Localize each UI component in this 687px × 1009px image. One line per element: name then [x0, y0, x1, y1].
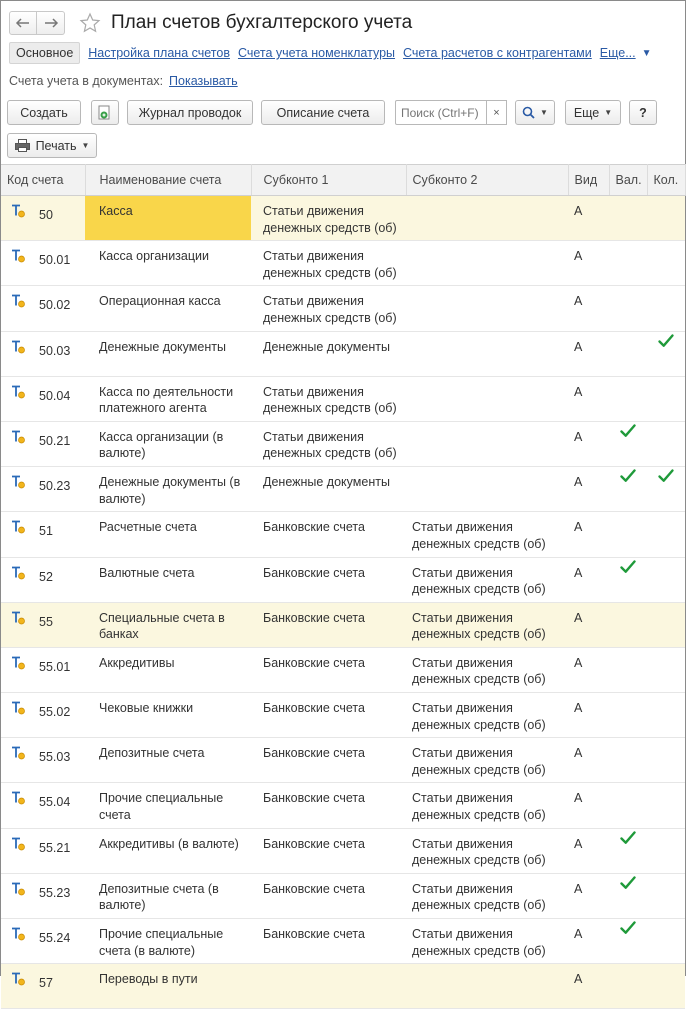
- cell-code[interactable]: [1, 919, 85, 964]
- cell-subconto2[interactable]: Статьи движения денежных средств (об): [406, 828, 568, 873]
- cell-currency[interactable]: [609, 828, 647, 873]
- account-t-icon: [11, 700, 29, 721]
- account-code: 55.02: [39, 705, 71, 720]
- cell-quantity[interactable]: [647, 602, 685, 647]
- table-row[interactable]: [1, 286, 685, 331]
- cell-code[interactable]: [1, 738, 85, 783]
- print-label: Печать: [35, 138, 77, 153]
- table-row[interactable]: [1, 873, 685, 918]
- account-t-icon: [11, 836, 29, 857]
- cell-account-name[interactable]: Касса: [85, 196, 251, 241]
- col-header-name[interactable]: Наименование счета: [85, 165, 251, 196]
- cell-currency[interactable]: [609, 467, 647, 512]
- cell-account-name[interactable]: Депозитные счета (в валюте): [85, 873, 251, 918]
- cell-code[interactable]: [1, 331, 85, 376]
- account-t-icon: [11, 248, 29, 269]
- cell-currency[interactable]: [609, 783, 647, 828]
- toolbar: [7, 99, 679, 126]
- account-t-icon: [11, 519, 29, 540]
- table-row[interactable]: [1, 196, 685, 241]
- cell-subconto2[interactable]: Статьи движения денежных средств (об): [406, 783, 568, 828]
- cell-subconto1[interactable]: Статьи движения денежных средств (об): [251, 196, 406, 241]
- account-code: 50: [39, 208, 53, 222]
- account-code: 51: [39, 524, 53, 539]
- account-t-icon: [11, 293, 29, 314]
- cell-subconto1[interactable]: Банковские счета: [251, 738, 406, 783]
- account-code: 50.21: [39, 433, 71, 448]
- cell-kind[interactable]: А: [568, 919, 609, 964]
- account-code: 57: [39, 976, 53, 991]
- table-row[interactable]: [1, 693, 685, 738]
- cell-account-name[interactable]: Расчетные счета: [85, 512, 251, 557]
- checkmark-icon: [620, 469, 636, 488]
- account-code: 50.04: [39, 388, 71, 403]
- cell-kind[interactable]: А: [568, 738, 609, 783]
- account-code: 52: [39, 569, 53, 584]
- table-header: [1, 165, 685, 196]
- doc-accounts-row: [9, 71, 238, 91]
- cell-kind[interactable]: А: [568, 647, 609, 692]
- cell-kind[interactable]: А: [568, 783, 609, 828]
- chevron-down-icon: ▼: [604, 108, 613, 117]
- cell-code[interactable]: [1, 512, 85, 557]
- cell-subconto1[interactable]: Статьи движения денежных средств (об): [251, 286, 406, 331]
- chevron-down-icon: ▼: [81, 141, 90, 150]
- chevron-down-icon[interactable]: ▼: [641, 47, 652, 59]
- cell-currency[interactable]: [609, 602, 647, 647]
- cell-code[interactable]: [1, 647, 85, 692]
- cell-currency[interactable]: [609, 964, 647, 1009]
- account-t-icon: [11, 474, 29, 495]
- printer-icon: [15, 139, 30, 152]
- cell-account-name[interactable]: Аккредитивы (в валюте): [85, 828, 251, 873]
- account-t-icon: [11, 655, 29, 676]
- table-row[interactable]: [1, 602, 685, 647]
- cell-kind[interactable]: А: [568, 241, 609, 286]
- cell-subconto1[interactable]: Банковские счета: [251, 693, 406, 738]
- account-code: 55.21: [39, 840, 71, 855]
- cell-quantity[interactable]: [647, 557, 685, 602]
- table-row[interactable]: [1, 828, 685, 873]
- cell-code[interactable]: [1, 873, 85, 918]
- cell-code[interactable]: [1, 196, 85, 241]
- cell-subconto1[interactable]: Банковские счета: [251, 557, 406, 602]
- cell-code[interactable]: [1, 557, 85, 602]
- tab-counterparty-accounts[interactable]: Счета расчетов с контрагентами: [403, 46, 592, 60]
- account-code: 50.02: [39, 298, 71, 313]
- cell-kind[interactable]: А: [568, 421, 609, 466]
- page-title: План счетов бухгалтерского учета: [111, 12, 413, 33]
- cell-subconto2[interactable]: [406, 467, 568, 512]
- cell-currency[interactable]: [609, 647, 647, 692]
- cell-code[interactable]: [1, 783, 85, 828]
- table-row[interactable]: [1, 376, 685, 421]
- cell-kind[interactable]: А: [568, 331, 609, 376]
- cell-subconto2[interactable]: Статьи движения денежных средств (об): [406, 512, 568, 557]
- accounts-table: [1, 164, 687, 1009]
- cell-currency[interactable]: [609, 196, 647, 241]
- account-t-icon: [11, 971, 29, 992]
- table-row[interactable]: [1, 241, 685, 286]
- cell-currency[interactable]: [609, 421, 647, 466]
- account-code: 50.01: [39, 253, 71, 268]
- more-label: Еще: [573, 105, 600, 120]
- account-description-button[interactable]: Описание счета: [261, 100, 385, 125]
- account-code: 50.03: [39, 343, 71, 358]
- cell-quantity[interactable]: [647, 693, 685, 738]
- cell-subconto1[interactable]: [251, 964, 406, 1009]
- cell-account-name[interactable]: Денежные документы (в валюте): [85, 467, 251, 512]
- table-row[interactable]: [1, 421, 685, 466]
- tabs-more-link[interactable]: Еще...: [599, 46, 636, 60]
- cell-kind[interactable]: А: [568, 376, 609, 421]
- checkmark-icon: [620, 424, 636, 443]
- cell-account-name[interactable]: Валютные счета: [85, 557, 251, 602]
- doc-accounts-show-link[interactable]: Показывать: [169, 74, 238, 88]
- cell-currency[interactable]: [609, 738, 647, 783]
- checkmark-icon: [620, 831, 636, 850]
- table-row[interactable]: [1, 647, 685, 692]
- table-row[interactable]: [1, 557, 685, 602]
- chevron-down-icon: ▼: [540, 108, 548, 117]
- cell-account-name[interactable]: Денежные документы: [85, 331, 251, 376]
- cell-subconto2[interactable]: [406, 376, 568, 421]
- col-header-quantity[interactable]: Кол.: [647, 165, 685, 196]
- cell-subconto1[interactable]: Банковские счета: [251, 783, 406, 828]
- cell-subconto1[interactable]: Банковские счета: [251, 512, 406, 557]
- account-code: 55.03: [39, 750, 71, 765]
- journal-button[interactable]: Журнал проводок: [127, 100, 253, 125]
- account-code: 55.04: [39, 795, 71, 810]
- checkmark-icon: [658, 334, 674, 353]
- cell-account-name[interactable]: Специальные счета в банках: [85, 602, 251, 647]
- account-code: 55.23: [39, 885, 71, 900]
- table-row[interactable]: [1, 467, 685, 512]
- cell-currency[interactable]: [609, 557, 647, 602]
- account-t-icon: [11, 881, 29, 902]
- cell-account-name[interactable]: Прочие специальные счета (в валюте): [85, 919, 251, 964]
- col-header-kind[interactable]: Вид: [568, 165, 609, 196]
- cell-subconto1[interactable]: Банковские счета: [251, 602, 406, 647]
- cell-subconto1[interactable]: Статьи движения денежных средств (об): [251, 421, 406, 466]
- copy-icon: [98, 105, 112, 121]
- cell-kind[interactable]: А: [568, 512, 609, 557]
- cell-subconto2[interactable]: [406, 421, 568, 466]
- cell-account-name[interactable]: Аккредитивы: [85, 647, 251, 692]
- cell-kind[interactable]: А: [568, 964, 609, 1009]
- back-button[interactable]: [9, 11, 37, 35]
- favorite-star-icon[interactable]: [79, 12, 101, 34]
- account-code: 55.01: [39, 659, 71, 674]
- cell-subconto1[interactable]: Банковские счета: [251, 647, 406, 692]
- cell-code[interactable]: [1, 286, 85, 331]
- cell-subconto2[interactable]: Статьи движения денежных средств (об): [406, 602, 568, 647]
- cell-kind[interactable]: А: [568, 828, 609, 873]
- cell-subconto1[interactable]: Статьи движения денежных средств (об): [251, 241, 406, 286]
- account-code: 50.23: [39, 479, 71, 494]
- cell-account-name[interactable]: Чековые книжки: [85, 693, 251, 738]
- search-clear-button[interactable]: ×: [487, 100, 507, 125]
- section-tabs: [9, 41, 677, 65]
- table-row[interactable]: [1, 919, 685, 964]
- more-button[interactable]: [565, 100, 621, 125]
- cell-currency[interactable]: [609, 331, 647, 376]
- create-button[interactable]: Создать: [7, 100, 81, 125]
- cell-subconto2[interactable]: [406, 196, 568, 241]
- cell-account-name[interactable]: Касса по деятельности платежного агента: [85, 376, 251, 421]
- tab-item-accounts[interactable]: Счета учета номенклатуры: [237, 46, 396, 60]
- cell-code[interactable]: [1, 602, 85, 647]
- cell-quantity[interactable]: [647, 286, 685, 331]
- cell-quantity[interactable]: [647, 828, 685, 873]
- print-button[interactable]: [7, 133, 97, 158]
- cell-quantity[interactable]: [647, 241, 685, 286]
- cell-quantity[interactable]: [647, 512, 685, 557]
- account-t-icon: [11, 429, 29, 450]
- cell-currency[interactable]: [609, 512, 647, 557]
- title-bar: [9, 9, 677, 37]
- cell-subconto2[interactable]: Статьи движения денежных средств (об): [406, 693, 568, 738]
- cell-currency[interactable]: [609, 873, 647, 918]
- cell-subconto2[interactable]: [406, 286, 568, 331]
- cell-subconto1[interactable]: Денежные документы: [251, 331, 406, 376]
- cell-account-name[interactable]: Переводы в пути: [85, 964, 251, 1009]
- cell-account-name[interactable]: Депозитные счета: [85, 738, 251, 783]
- col-header-subconto1[interactable]: Субконто 1: [251, 165, 406, 196]
- cell-subconto2[interactable]: [406, 964, 568, 1009]
- cell-quantity[interactable]: [647, 421, 685, 466]
- table-row[interactable]: [1, 964, 685, 1009]
- cell-quantity[interactable]: [647, 376, 685, 421]
- search-input[interactable]: [395, 100, 487, 125]
- cell-currency[interactable]: [609, 241, 647, 286]
- search-options-button[interactable]: [515, 100, 555, 125]
- account-t-icon: [11, 790, 29, 811]
- cell-account-name[interactable]: Прочие специальные счета: [85, 783, 251, 828]
- cell-quantity[interactable]: [647, 196, 685, 241]
- cell-subconto1[interactable]: Банковские счета: [251, 828, 406, 873]
- cell-quantity[interactable]: [647, 331, 685, 376]
- cell-currency[interactable]: [609, 376, 647, 421]
- table-row[interactable]: [1, 512, 685, 557]
- cell-kind[interactable]: А: [568, 196, 609, 241]
- checkmark-icon: [620, 560, 636, 579]
- cell-subconto2[interactable]: [406, 331, 568, 376]
- cell-subconto2[interactable]: Статьи движения денежных средств (об): [406, 873, 568, 918]
- cell-kind[interactable]: А: [568, 693, 609, 738]
- cell-quantity[interactable]: [647, 738, 685, 783]
- tab-chart-settings[interactable]: Настройка плана счетов: [88, 46, 230, 60]
- account-t-icon: [11, 384, 29, 405]
- print-row: [7, 133, 97, 158]
- cell-subconto1[interactable]: Денежные документы: [251, 467, 406, 512]
- col-header-currency[interactable]: Вал.: [609, 165, 647, 196]
- checkmark-icon: [620, 921, 636, 940]
- help-button[interactable]: ?: [629, 100, 657, 125]
- account-code: 55.24: [39, 931, 71, 945]
- cell-code[interactable]: [1, 241, 85, 286]
- cell-code[interactable]: [1, 828, 85, 873]
- account-t-icon: [11, 339, 29, 360]
- cell-currency[interactable]: [609, 286, 647, 331]
- doc-accounts-label: Счета учета в документах:: [9, 74, 164, 88]
- cell-code[interactable]: [1, 376, 85, 421]
- cell-code[interactable]: [1, 467, 85, 512]
- cell-kind[interactable]: А: [568, 602, 609, 647]
- search-icon: [522, 106, 535, 119]
- cell-subconto1[interactable]: Статьи движения денежных средств (об): [251, 376, 406, 421]
- account-code: 55: [39, 614, 53, 629]
- copy-button[interactable]: [91, 100, 119, 125]
- cell-subconto1[interactable]: Банковские счета: [251, 873, 406, 918]
- cell-subconto1[interactable]: Банковские счета: [251, 919, 406, 964]
- cell-account-name[interactable]: Касса организации: [85, 241, 251, 286]
- cell-kind[interactable]: А: [568, 557, 609, 602]
- cell-quantity[interactable]: [647, 647, 685, 692]
- cell-currency[interactable]: [609, 693, 647, 738]
- checkmark-icon: [658, 469, 674, 488]
- cell-quantity[interactable]: [647, 873, 685, 918]
- account-t-icon: [11, 203, 29, 224]
- cell-subconto2[interactable]: Статьи движения денежных средств (об): [406, 738, 568, 783]
- arrow-left-icon: [16, 18, 30, 28]
- cell-account-name[interactable]: Касса организации (в валюте): [85, 421, 251, 466]
- cell-quantity[interactable]: [647, 919, 685, 964]
- account-t-icon: [11, 565, 29, 586]
- cell-kind[interactable]: А: [568, 467, 609, 512]
- cell-code[interactable]: [1, 693, 85, 738]
- cell-kind[interactable]: А: [568, 873, 609, 918]
- table-row[interactable]: [1, 783, 685, 828]
- cell-currency[interactable]: [609, 919, 647, 964]
- account-t-icon: [11, 610, 29, 631]
- forward-button[interactable]: [37, 11, 65, 35]
- cell-code[interactable]: [1, 421, 85, 466]
- col-header-subconto2[interactable]: Субконто 2: [406, 165, 568, 196]
- account-t-icon: [11, 926, 29, 947]
- cell-subconto2[interactable]: Статьи движения денежных средств (об): [406, 647, 568, 692]
- table-row[interactable]: [1, 738, 685, 783]
- arrow-right-icon: [44, 18, 58, 28]
- cell-subconto2[interactable]: Статьи движения денежных средств (об): [406, 919, 568, 964]
- account-t-icon: [11, 745, 29, 766]
- cell-quantity[interactable]: [647, 783, 685, 828]
- cell-subconto2[interactable]: [406, 241, 568, 286]
- cell-kind[interactable]: А: [568, 286, 609, 331]
- cell-account-name[interactable]: Операционная касса: [85, 286, 251, 331]
- table-row[interactable]: [1, 331, 685, 376]
- col-header-code[interactable]: Код счета: [1, 165, 85, 196]
- cell-subconto2[interactable]: Статьи движения денежных средств (об): [406, 557, 568, 602]
- cell-quantity[interactable]: [647, 467, 685, 512]
- cell-quantity[interactable]: [647, 964, 685, 1009]
- checkmark-icon: [620, 876, 636, 895]
- tab-main[interactable]: Основное: [9, 42, 80, 64]
- cell-code[interactable]: [1, 964, 85, 1009]
